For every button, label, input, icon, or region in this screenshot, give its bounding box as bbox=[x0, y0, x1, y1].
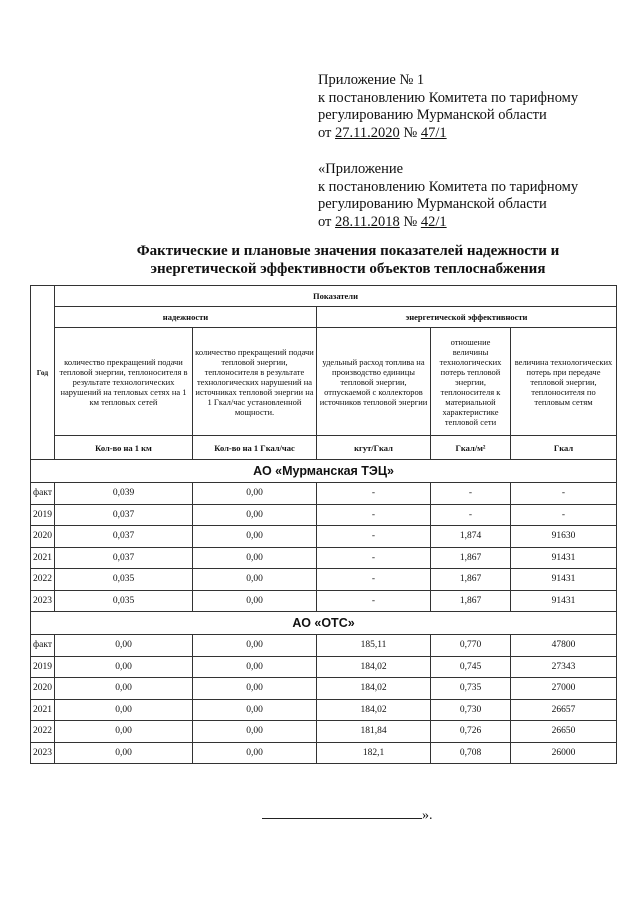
value-cell: 0,00 bbox=[55, 742, 193, 764]
group-row bbox=[31, 612, 617, 635]
value-cell: - bbox=[317, 526, 431, 548]
appendix-1-number: 47/1 bbox=[420, 124, 447, 141]
value-cell: 0,726 bbox=[431, 721, 511, 743]
table-row bbox=[31, 699, 617, 721]
appendix-1-num-prefix: № bbox=[399, 124, 421, 141]
value-cell: 0,00 bbox=[193, 547, 317, 569]
value-cell: 0,00 bbox=[193, 678, 317, 700]
table-row bbox=[31, 547, 617, 569]
value-cell: 184,02 bbox=[317, 656, 431, 678]
value-cell: - bbox=[317, 483, 431, 505]
efficiency-header: энергетической эффективности bbox=[317, 307, 617, 328]
header-row-1 bbox=[31, 286, 617, 307]
value-cell: 185,11 bbox=[317, 635, 431, 657]
appendix-1-line1: Приложение № 1 bbox=[318, 72, 425, 88]
appendix-2-number: 42/1 bbox=[420, 213, 447, 230]
group-name: АО «ОТС» bbox=[31, 612, 617, 635]
unit-5: Гкал bbox=[511, 436, 617, 460]
signature-line bbox=[262, 806, 422, 819]
table-row bbox=[31, 526, 617, 548]
value-cell: - bbox=[317, 547, 431, 569]
value-cell: 0,00 bbox=[55, 721, 193, 743]
value-cell: 0,735 bbox=[431, 678, 511, 700]
value-cell: 0,00 bbox=[193, 483, 317, 505]
value-cell: 0,037 bbox=[55, 526, 193, 548]
value-cell: - bbox=[317, 504, 431, 526]
appendix-2-line4 bbox=[318, 214, 578, 232]
value-cell: 0,00 bbox=[193, 569, 317, 591]
appendix-2-line2: к постановлению Комитета по тарифному bbox=[318, 178, 579, 195]
value-cell: 1,867 bbox=[431, 590, 511, 612]
table-row bbox=[31, 635, 617, 657]
unit-1: Кол-во на 1 км bbox=[55, 436, 193, 460]
value-cell: 0,730 bbox=[431, 699, 511, 721]
value-cell: 27343 bbox=[511, 656, 617, 678]
value-cell: 0,037 bbox=[55, 504, 193, 526]
table-row bbox=[31, 721, 617, 743]
value-cell: 0,039 bbox=[55, 483, 193, 505]
value-cell: 1,874 bbox=[431, 526, 511, 548]
table-row bbox=[31, 590, 617, 612]
table-row bbox=[31, 742, 617, 764]
value-cell: 0,708 bbox=[431, 742, 511, 764]
value-cell: 0,00 bbox=[193, 504, 317, 526]
header-row-2 bbox=[31, 307, 617, 328]
year-cell: 2020 bbox=[31, 678, 55, 700]
value-cell: 91431 bbox=[511, 547, 617, 569]
unit-2: Кол-во на 1 Гкал/час bbox=[193, 436, 317, 460]
value-cell: 1,867 bbox=[431, 547, 511, 569]
value-cell: 0,00 bbox=[193, 721, 317, 743]
value-cell: 0,035 bbox=[55, 569, 193, 591]
year-cell: 2021 bbox=[31, 699, 55, 721]
year-cell: 2023 bbox=[31, 742, 55, 764]
value-cell: 27000 bbox=[511, 678, 617, 700]
table-row bbox=[31, 656, 617, 678]
appendix-2-line3: регулированию Мурманской области bbox=[318, 196, 547, 212]
value-cell: - bbox=[511, 504, 617, 526]
unit-4: Гкал/м² bbox=[431, 436, 511, 460]
year-cell: 2019 bbox=[31, 656, 55, 678]
value-cell: 184,02 bbox=[317, 678, 431, 700]
value-cell: 0,00 bbox=[55, 678, 193, 700]
value-cell: - bbox=[511, 483, 617, 505]
appendix-2-header bbox=[318, 161, 578, 231]
header-row-descriptions bbox=[31, 328, 617, 436]
value-cell: 0,035 bbox=[55, 590, 193, 612]
col-desc-2: количество прекращений подачи тепловой энергии, теплоносителя в результате технологических нарушений на источниках тепловой энергии на 1 Гкал/час установленной мощности. bbox=[193, 328, 317, 436]
year-header: Год bbox=[31, 286, 55, 460]
appendix-2-line1: «Приложение bbox=[318, 161, 404, 177]
appendix-2-num-prefix: № bbox=[399, 213, 421, 230]
appendix-1-date-prefix: от bbox=[318, 124, 336, 141]
group-name: АО «Мурманская ТЭЦ» bbox=[31, 460, 617, 483]
value-cell: 0,00 bbox=[193, 526, 317, 548]
value-cell: - bbox=[317, 569, 431, 591]
value-cell: 181,84 bbox=[317, 721, 431, 743]
appendix-1-line3: регулированию Мурманской области bbox=[318, 107, 547, 123]
table-row bbox=[31, 504, 617, 526]
indicators-header: Показатели bbox=[55, 286, 617, 307]
value-cell: 91431 bbox=[511, 569, 617, 591]
value-cell: 0,00 bbox=[193, 590, 317, 612]
value-cell: 0,037 bbox=[55, 547, 193, 569]
value-cell: 0,770 bbox=[431, 635, 511, 657]
year-cell: 2022 bbox=[31, 569, 55, 591]
header-row-units bbox=[31, 436, 617, 460]
value-cell: 26000 bbox=[511, 742, 617, 764]
value-cell: 0,00 bbox=[55, 656, 193, 678]
value-cell: 184,02 bbox=[317, 699, 431, 721]
col-desc-1: количество прекращений подачи тепловой энергии, теплоносителя в результате технологических нарушений на тепловых сетях на 1 км тепловых сетей bbox=[55, 328, 193, 436]
col-desc-5: величина технологических потерь при передаче тепловой энергии, теплоносителя по тепловым сетям bbox=[511, 328, 617, 436]
col-desc-3: удельный расход топлива на производство единицы тепловой энергии, отпускаемой с коллекторов источников тепловой энергии bbox=[317, 328, 431, 436]
appendix-2-date-prefix: от bbox=[318, 213, 336, 230]
appendix-1-line2: к постановлению Комитета по тарифному bbox=[318, 89, 579, 106]
value-cell: - bbox=[431, 483, 511, 505]
col-desc-4: отношение величины технологических потерь тепловой энергии, теплоносителя к материальной характеристике тепловой сети bbox=[431, 328, 511, 436]
closing-mark bbox=[262, 806, 433, 824]
value-cell: 0,00 bbox=[55, 635, 193, 657]
table-row bbox=[31, 483, 617, 505]
reliability-header: надежности bbox=[55, 307, 317, 328]
indicators-table bbox=[30, 285, 617, 764]
value-cell: 47800 bbox=[511, 635, 617, 657]
year-cell: 2019 bbox=[31, 504, 55, 526]
value-cell: 91431 bbox=[511, 590, 617, 612]
value-cell: - bbox=[317, 590, 431, 612]
value-cell: 182,1 bbox=[317, 742, 431, 764]
table-row bbox=[31, 678, 617, 700]
value-cell: 0,00 bbox=[55, 699, 193, 721]
value-cell: 0,745 bbox=[431, 656, 511, 678]
appendix-1-line4 bbox=[318, 125, 578, 143]
appendix-1-header bbox=[318, 72, 578, 142]
year-cell: факт bbox=[31, 483, 55, 505]
group-row bbox=[31, 460, 617, 483]
value-cell: 26650 bbox=[511, 721, 617, 743]
value-cell: - bbox=[431, 504, 511, 526]
year-cell: факт bbox=[31, 635, 55, 657]
value-cell: 1,867 bbox=[431, 569, 511, 591]
year-cell: 2020 bbox=[31, 526, 55, 548]
value-cell: 0,00 bbox=[193, 699, 317, 721]
value-cell: 0,00 bbox=[193, 742, 317, 764]
document-title: Фактические и плановые значения показателей надежности и энергетической эффективности объектов теплоснабжения bbox=[136, 243, 560, 277]
value-cell: 26657 bbox=[511, 699, 617, 721]
value-cell: 0,00 bbox=[193, 656, 317, 678]
unit-3: кгут/Гкал bbox=[317, 436, 431, 460]
year-cell: 2022 bbox=[31, 721, 55, 743]
appendix-2-date: 28.11.2018 bbox=[335, 213, 400, 230]
appendix-1-date: 27.11.2020 bbox=[335, 124, 400, 141]
value-cell: 0,00 bbox=[193, 635, 317, 657]
value-cell: 91630 bbox=[511, 526, 617, 548]
closing-quote: ». bbox=[422, 808, 433, 823]
table-row bbox=[31, 569, 617, 591]
year-cell: 2021 bbox=[31, 547, 55, 569]
year-cell: 2023 bbox=[31, 590, 55, 612]
